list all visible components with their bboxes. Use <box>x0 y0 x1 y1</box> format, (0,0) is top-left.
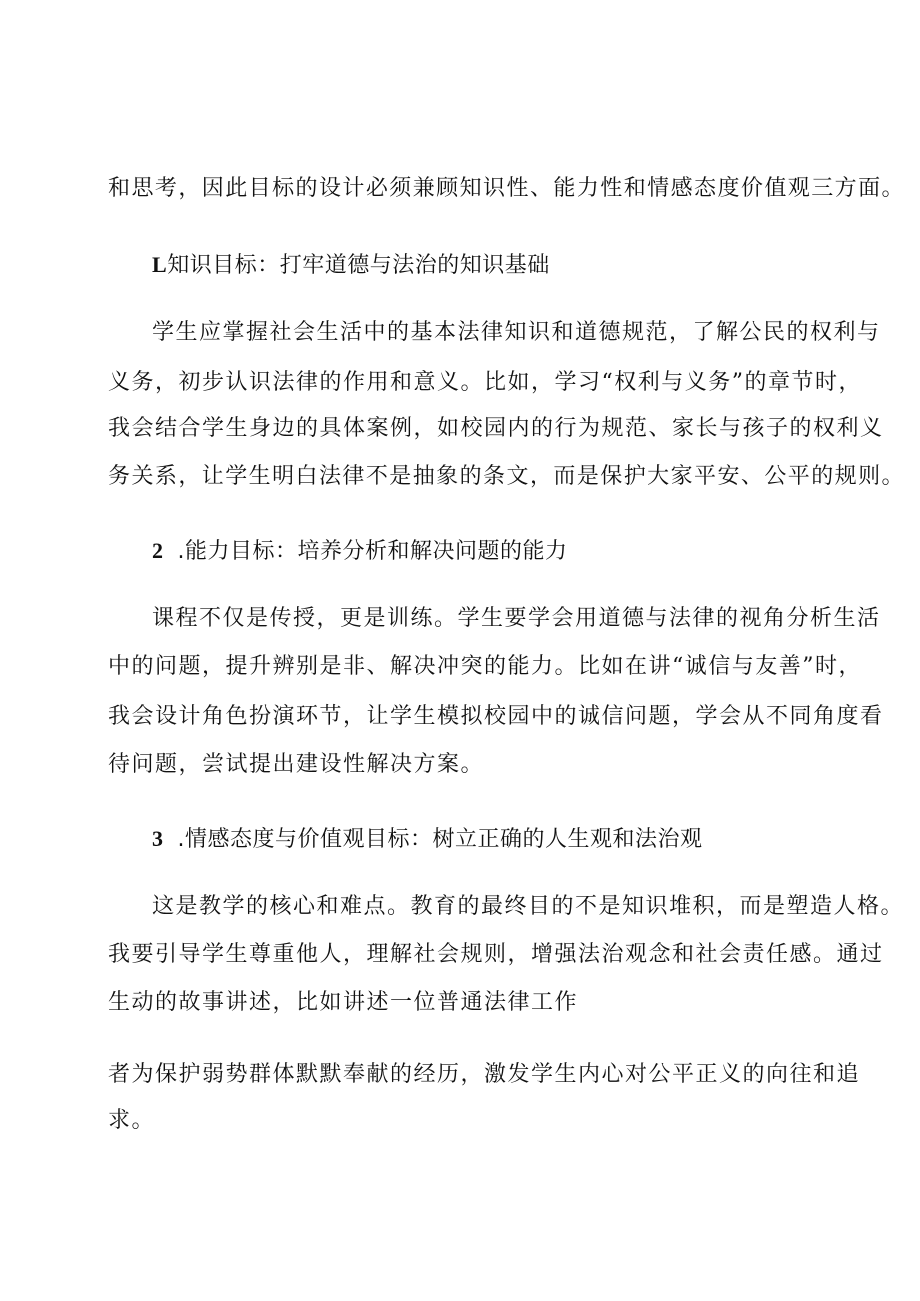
section-title: .能力目标：培养分析和解决问题的能力 <box>177 539 568 564</box>
paragraph-line: 求。 <box>108 1108 156 1133</box>
section-title: 知识目标：打牢道德与法治的知识基础 <box>167 253 550 278</box>
paragraph-line: 这是教学的核心和难点。教育的最终目的不是知识堆积，而是塑造人格。 <box>152 894 905 919</box>
section-heading-values <box>152 824 703 855</box>
intro-paragraph-line: 和思考，因此目标的设计必须兼顾知识性、能力性和情感态度价值观三方面。 <box>108 176 906 201</box>
paragraph-line: 者为保护弱势群体默默奉献的经历，激发学生内心对公平正义的向往和追 <box>108 1062 861 1087</box>
paragraph-line: 我要引导学生尊重他人，理解社会规则，增强法治观念和社会责任感。通过 <box>108 942 884 967</box>
paragraph-line: 课程不仅是传授，更是训练。学生要学会用道德与法律的视角分析生活 <box>152 606 881 631</box>
section-number: 3 <box>152 826 164 851</box>
section-number: 2 <box>152 538 164 563</box>
paragraph-line: 生动的故事讲述，比如讲述一位普通法律工作 <box>108 990 579 1015</box>
section-title: .情感态度与价值观目标：树立正确的人生观和法治观 <box>177 827 703 852</box>
paragraph-line: 中的问题，提升辨别是非、解决冲突的能力。比如在讲“诚信与友善”时， <box>108 654 862 679</box>
paragraph-line: 务关系，让学生明白法律不是抽象的条文，而是保护大家平安、公平的规则。 <box>108 464 906 489</box>
paragraph-line: 我会设计角色扮演环节，让学生模拟校园中的诚信问题，学会从不同角度看 <box>108 704 884 729</box>
section-heading-ability <box>152 536 568 567</box>
section-heading-knowledge <box>152 250 550 281</box>
paragraph-line: 我会结合学生身边的具体案例，如校园内的行为规范、家长与孩子的权利义 <box>108 416 884 441</box>
section-number: L <box>152 252 168 277</box>
paragraph-line: 义务，初步认识法律的作用和意义。比如，学习“权利与义务”的章节时， <box>108 370 862 395</box>
paragraph-line: 待问题，尝试提出建设性解决方案。 <box>108 752 485 777</box>
paragraph-line: 学生应掌握社会生活中的基本法律知识和道德规范，了解公民的权利与 <box>152 320 881 345</box>
